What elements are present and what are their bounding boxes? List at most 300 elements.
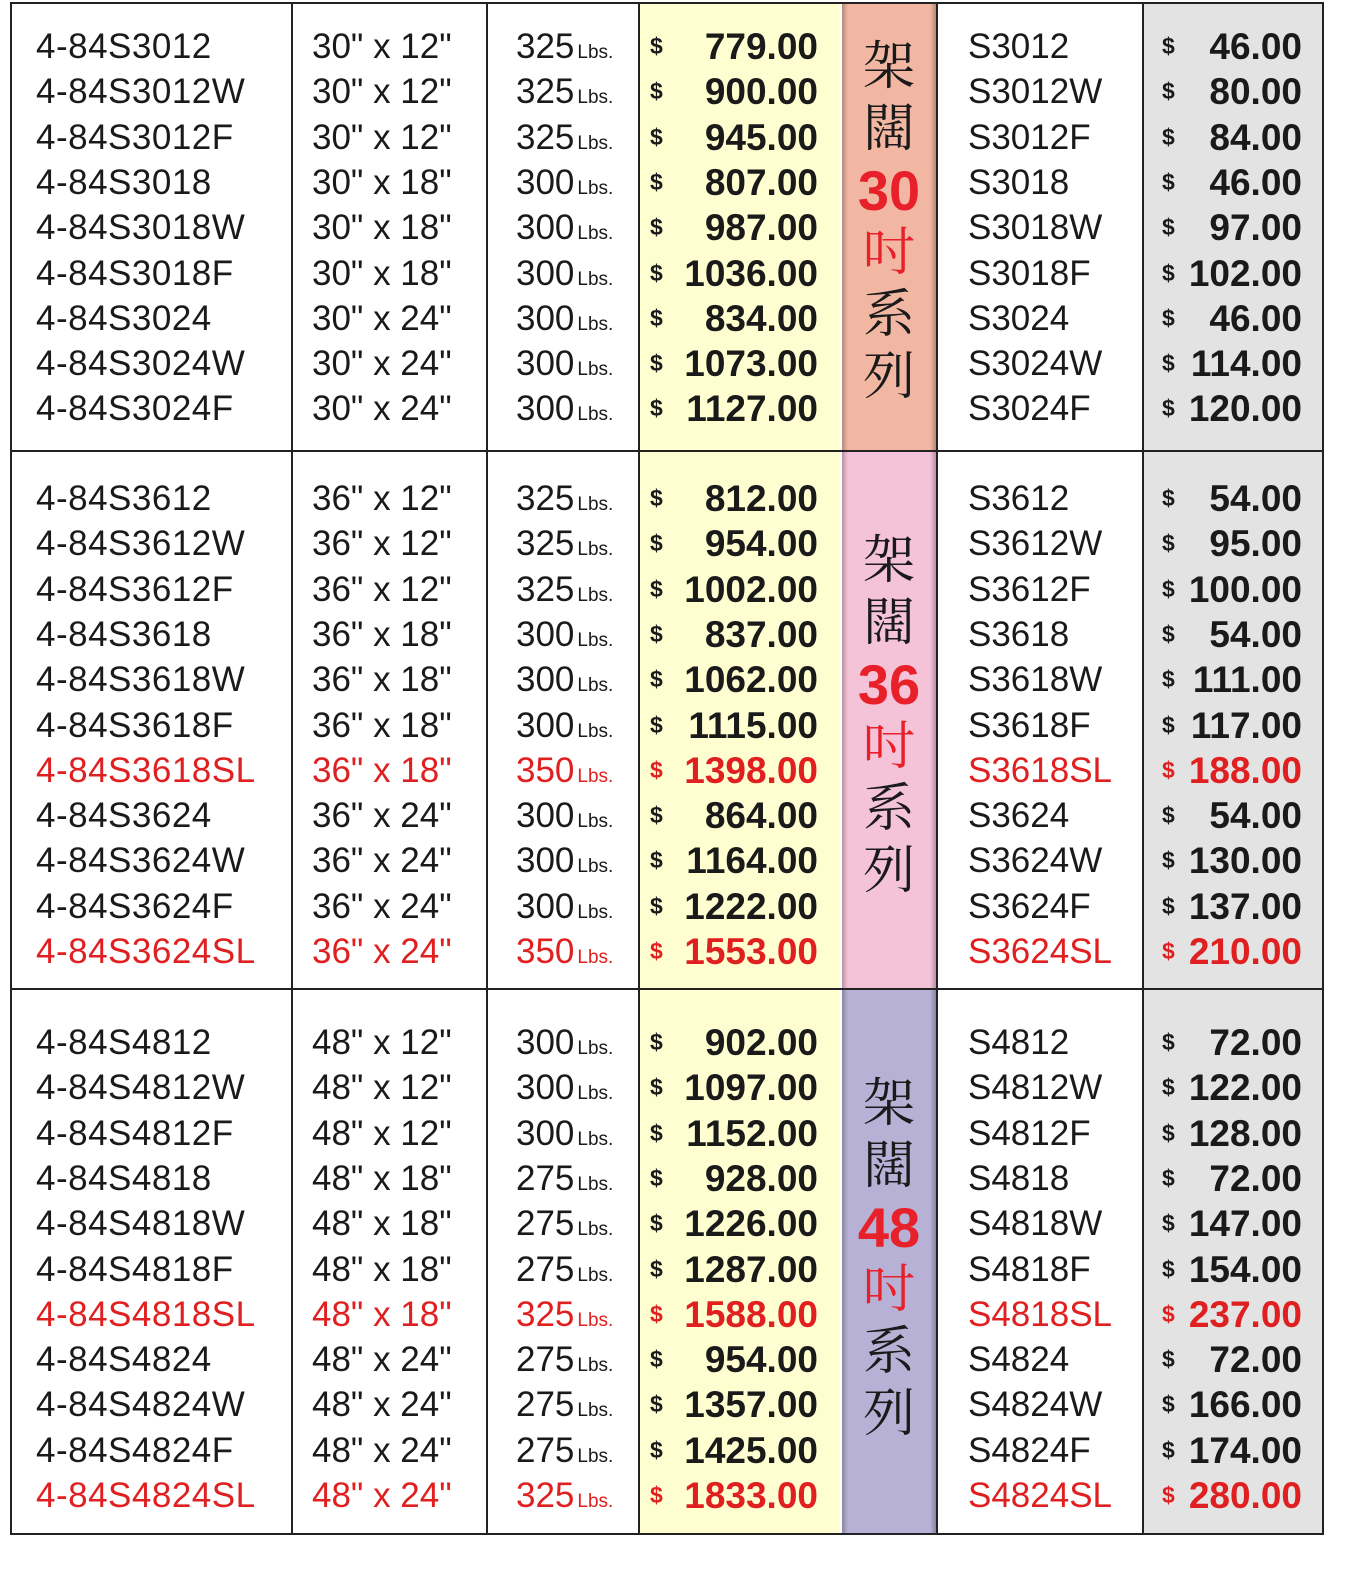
capacity-unit: Lbs. [577, 87, 614, 109]
model-number: 4-84S3024W [36, 344, 246, 384]
unit-price: 1164.00 [686, 840, 818, 882]
table-row [10, 929, 1324, 974]
table-row [10, 476, 1324, 521]
price-currency: $ [650, 530, 663, 557]
shelf-price: 54.00 [1209, 613, 1302, 655]
table-row [10, 612, 1324, 657]
capacity-value: 325 [516, 1476, 575, 1515]
series-label-unit: 吋 [862, 223, 915, 283]
series-label-line6: 列 [862, 841, 915, 901]
shelf-price: 280.00 [1188, 1475, 1302, 1516]
capacity-value: 325 [516, 1294, 575, 1334]
capacity-unit: Lbs. [577, 359, 614, 381]
capacity-unit: Lbs. [577, 1128, 614, 1150]
model-number: 4-84S3018W [36, 208, 246, 248]
capacity-value: 300 [516, 705, 575, 745]
unit-price: 928.00 [704, 1157, 818, 1199]
unit-price: 1002.00 [684, 568, 818, 610]
dimensions: 48" x 24" [312, 1340, 452, 1380]
table-row [10, 205, 1324, 250]
series-label-line1: 架 [862, 531, 915, 591]
shelf-model-number: S4812W [968, 1068, 1103, 1108]
shelf-price-currency: $ [1162, 530, 1175, 557]
series-label-line2: 闊 [862, 593, 915, 653]
price-currency: $ [650, 33, 663, 59]
shelf-price: 54.00 [1209, 478, 1302, 519]
table-row [10, 1382, 1324, 1427]
unit-price: 954.00 [704, 523, 818, 565]
price-currency: $ [650, 1300, 663, 1327]
capacity-unit: Lbs. [577, 765, 614, 787]
unit-price: 1062.00 [684, 659, 818, 701]
unit-price: 1097.00 [684, 1067, 818, 1109]
capacity-value: 300 [516, 841, 575, 881]
table-row [10, 69, 1324, 114]
load-capacity [516, 838, 613, 883]
shelf-model-number: S3012 [968, 27, 1070, 66]
unit-price: 987.00 [704, 207, 818, 249]
load-capacity [516, 1201, 613, 1246]
column-divider [936, 2, 938, 1535]
unit-price: 1152.00 [686, 1112, 818, 1154]
price-currency: $ [650, 304, 663, 331]
model-number: 4-84S3018F [36, 253, 234, 293]
shelf-model-number: S3618F [968, 705, 1091, 745]
table-row [10, 1247, 1324, 1292]
shelf-model-number: S4824 [968, 1340, 1070, 1380]
capacity-value: 300 [516, 660, 575, 700]
dimensions: 48" x 18" [312, 1204, 452, 1244]
table-row [10, 341, 1324, 386]
series-label-line6: 列 [862, 1383, 915, 1444]
shelf-model-number: S3618 [968, 614, 1070, 654]
table-row [10, 1473, 1324, 1518]
shelf-price-currency: $ [1162, 350, 1175, 377]
load-capacity [516, 748, 613, 793]
unit-price: 954.00 [704, 1339, 818, 1381]
series-label-line5: 系 [862, 285, 915, 345]
shelf-price-currency: $ [1162, 666, 1175, 693]
shelf-price: 72.00 [1209, 1339, 1302, 1381]
model-number: 4-84S4818 [36, 1158, 212, 1198]
price-currency: $ [650, 350, 663, 377]
price-currency: $ [650, 938, 663, 964]
shelf-model-number: S4818SL [968, 1294, 1113, 1334]
dimensions: 30" x 24" [312, 344, 452, 384]
model-number: 4-84S3624F [36, 886, 234, 926]
capacity-value: 325 [516, 72, 575, 112]
capacity-unit: Lbs. [577, 720, 614, 742]
shelf-price-currency: $ [1162, 485, 1175, 511]
dimensions: 30" x 12" [312, 72, 452, 112]
series-label-line6: 列 [862, 347, 915, 407]
table-row [10, 567, 1324, 612]
shelf-price-currency: $ [1162, 1482, 1175, 1508]
shelf-model-number: S4818 [968, 1158, 1070, 1198]
price-currency: $ [650, 1210, 663, 1237]
capacity-value: 275 [516, 1340, 575, 1380]
capacity-unit: Lbs. [577, 947, 614, 968]
unit-price: 902.00 [704, 1022, 818, 1063]
model-number: 4-84S4824 [36, 1340, 212, 1380]
shelf-price: 72.00 [1209, 1157, 1302, 1199]
model-number: 4-84S4824F [36, 1430, 234, 1470]
price-currency: $ [650, 395, 663, 422]
dimensions: 48" x 18" [312, 1294, 452, 1334]
capacity-value: 325 [516, 569, 575, 609]
price-currency: $ [650, 1346, 663, 1373]
shelf-price-currency: $ [1162, 1391, 1175, 1418]
table-row [10, 1156, 1324, 1201]
load-capacity [516, 160, 613, 205]
series-label-line1: 架 [862, 1073, 915, 1134]
shelf-price-currency: $ [1162, 259, 1175, 286]
capacity-unit: Lbs. [577, 539, 614, 561]
capacity-value: 300 [516, 389, 575, 429]
load-capacity [516, 703, 613, 748]
dimensions: 36" x 18" [312, 705, 452, 745]
capacity-value: 325 [516, 27, 575, 66]
column-divider [1322, 2, 1324, 1535]
model-number: 4-84S4812W [36, 1068, 246, 1108]
price-currency: $ [650, 123, 663, 150]
shelf-price: 97.00 [1209, 207, 1302, 249]
price-currency: $ [650, 802, 663, 829]
shelf-model-number: S4812 [968, 1023, 1070, 1062]
series-label-line5: 系 [862, 1321, 915, 1382]
shelf-price-currency: $ [1162, 938, 1175, 964]
dimensions: 30" x 24" [312, 389, 452, 429]
capacity-value: 350 [516, 750, 575, 790]
capacity-value: 325 [516, 524, 575, 564]
model-number: 4-84S3618SL [36, 750, 256, 790]
unit-price: 1222.00 [684, 885, 818, 927]
unit-price: 1398.00 [684, 749, 818, 791]
series-label-size: 48 [857, 1195, 921, 1259]
dimensions: 48" x 12" [312, 1113, 452, 1153]
model-number: 4-84S4818W [36, 1204, 246, 1244]
dimensions: 36" x 12" [312, 524, 452, 564]
capacity-unit: Lbs. [577, 223, 614, 245]
shelf-model-number: S4824F [968, 1430, 1091, 1470]
shelf-price-currency: $ [1162, 168, 1175, 195]
shelf-price-currency: $ [1162, 395, 1175, 422]
load-capacity [516, 205, 613, 250]
shelf-model-number: S3024W [968, 344, 1103, 384]
shelf-price: 117.00 [1190, 704, 1302, 746]
price-currency: $ [650, 78, 663, 105]
shelf-price-currency: $ [1162, 802, 1175, 829]
shelf-price: 147.00 [1188, 1203, 1302, 1245]
shelf-price: 122.00 [1188, 1067, 1302, 1109]
shelf-price-currency: $ [1162, 847, 1175, 874]
shelf-model-number: S3024F [968, 389, 1091, 429]
capacity-value: 300 [516, 253, 575, 293]
shelf-price: 120.00 [1188, 388, 1302, 430]
shelf-price: 137.00 [1188, 885, 1302, 927]
shelf-model-number: S3612W [968, 524, 1103, 564]
model-number: 4-84S3618 [36, 614, 212, 654]
unit-price: 834.00 [704, 297, 818, 339]
capacity-unit: Lbs. [577, 404, 614, 426]
shelf-price: 166.00 [1188, 1384, 1302, 1426]
dimensions: 48" x 18" [312, 1249, 452, 1289]
dimensions: 36" x 24" [312, 886, 452, 926]
dimensions: 48" x 12" [312, 1068, 452, 1108]
capacity-value: 325 [516, 479, 575, 518]
unit-price: 900.00 [704, 71, 818, 113]
shelf-price: 100.00 [1188, 568, 1302, 610]
dimensions: 48" x 24" [312, 1476, 452, 1515]
series-label-size: 36 [857, 653, 921, 716]
model-number: 4-84S3024F [36, 389, 234, 429]
model-number: 4-84S4818F [36, 1249, 234, 1289]
shelf-price-currency: $ [1162, 1255, 1175, 1282]
model-number: 4-84S3612W [36, 524, 246, 564]
unit-price: 1036.00 [684, 252, 818, 294]
model-number: 4-84S3018 [36, 162, 212, 202]
shelf-price-currency: $ [1162, 620, 1175, 647]
unit-price: 779.00 [704, 26, 818, 67]
shelf-model-number: S3018W [968, 208, 1103, 248]
load-capacity [516, 476, 613, 521]
capacity-unit: Lbs. [577, 584, 614, 606]
unit-price: 1226.00 [684, 1203, 818, 1245]
shelf-price-currency: $ [1162, 756, 1175, 783]
shelf-model-number: S4812F [968, 1113, 1091, 1153]
load-capacity [516, 1382, 613, 1427]
capacity-unit: Lbs. [577, 1083, 614, 1105]
capacity-unit: Lbs. [577, 811, 614, 833]
shelf-price: 54.00 [1209, 795, 1302, 837]
load-capacity [516, 1020, 613, 1065]
capacity-value: 300 [516, 1068, 575, 1108]
shelf-price-currency: $ [1162, 1436, 1175, 1463]
dimensions: 48" x 24" [312, 1385, 452, 1425]
dimensions: 30" x 12" [312, 117, 452, 157]
price-currency: $ [650, 259, 663, 286]
shelf-price: 46.00 [1209, 26, 1302, 67]
capacity-unit: Lbs. [577, 1309, 614, 1331]
load-capacity [516, 1473, 613, 1518]
load-capacity [516, 1156, 613, 1201]
column-divider [10, 2, 12, 1535]
shelf-price-currency: $ [1162, 1074, 1175, 1101]
dimensions: 30" x 18" [312, 162, 452, 202]
table-row [10, 793, 1324, 838]
shelf-model-number: S3624F [968, 886, 1091, 926]
shelf-model-number: S4824W [968, 1385, 1103, 1425]
shelf-model-number: S3618SL [968, 750, 1113, 790]
capacity-unit: Lbs. [577, 177, 614, 199]
unit-price: 1425.00 [684, 1429, 818, 1471]
capacity-unit: Lbs. [577, 675, 614, 697]
load-capacity [516, 929, 613, 974]
unit-price: 1588.00 [684, 1293, 818, 1335]
dimensions: 36" x 18" [312, 750, 452, 790]
shelf-model-number: S3618W [968, 660, 1103, 700]
capacity-unit: Lbs. [577, 1219, 614, 1241]
table-row [10, 1337, 1324, 1382]
load-capacity [516, 567, 613, 612]
column-divider [1142, 2, 1144, 1535]
capacity-unit: Lbs. [577, 901, 614, 923]
table-row [10, 296, 1324, 341]
column-divider [486, 2, 488, 1535]
table-row [10, 115, 1324, 160]
load-capacity [516, 341, 613, 386]
shelf-price: 210.00 [1188, 931, 1302, 972]
shelf-model-number: S3612F [968, 569, 1091, 609]
load-capacity [516, 884, 613, 929]
load-capacity [516, 24, 613, 69]
shelf-price-currency: $ [1162, 123, 1175, 150]
model-number: 4-84S3012F [36, 117, 234, 157]
shelf-price-currency: $ [1162, 1119, 1175, 1146]
capacity-value: 275 [516, 1430, 575, 1470]
dimensions: 36" x 12" [312, 569, 452, 609]
shelf-price: 237.00 [1188, 1293, 1302, 1335]
shelf-price: 111.00 [1192, 659, 1302, 701]
load-capacity [516, 1337, 613, 1382]
dimensions: 30" x 12" [312, 27, 452, 66]
price-currency: $ [650, 1255, 663, 1282]
shelf-model-number: S4824SL [968, 1476, 1113, 1515]
price-table [10, 2, 1324, 1535]
model-number: 4-84S3618W [36, 660, 246, 700]
shelf-model-number: S3024 [968, 298, 1070, 338]
shelf-model-number: S3012F [968, 117, 1091, 157]
shelf-price: 72.00 [1209, 1022, 1302, 1063]
table-row [10, 1428, 1324, 1473]
shelf-price-currency: $ [1162, 1164, 1175, 1191]
price-currency: $ [650, 214, 663, 241]
row-divider [10, 1533, 1324, 1535]
shelf-model-number: S4818W [968, 1204, 1103, 1244]
model-number: 4-84S3012 [36, 27, 212, 66]
shelf-price: 114.00 [1190, 343, 1302, 385]
price-currency: $ [650, 1164, 663, 1191]
capacity-unit: Lbs. [577, 132, 614, 154]
model-number: 4-84S4812 [36, 1023, 212, 1062]
shelf-price: 130.00 [1188, 840, 1302, 882]
shelf-model-number: S3624SL [968, 932, 1113, 971]
capacity-value: 275 [516, 1204, 575, 1244]
capacity-value: 350 [516, 932, 575, 971]
model-number: 4-84S4824W [36, 1385, 246, 1425]
model-number: 4-84S4818SL [36, 1294, 256, 1334]
capacity-value: 275 [516, 1249, 575, 1289]
unit-price: 837.00 [704, 613, 818, 655]
unit-price: 1357.00 [684, 1384, 818, 1426]
load-capacity [516, 251, 613, 296]
price-currency: $ [650, 892, 663, 919]
load-capacity [516, 1247, 613, 1292]
table-row [10, 1201, 1324, 1246]
price-currency: $ [650, 756, 663, 783]
shelf-model-number: S3612 [968, 479, 1070, 518]
shelf-price: 154.00 [1188, 1248, 1302, 1290]
price-currency: $ [650, 1029, 663, 1055]
price-currency: $ [650, 711, 663, 738]
dimensions: 36" x 12" [312, 479, 452, 518]
unit-price: 1073.00 [684, 343, 818, 385]
capacity-value: 325 [516, 117, 575, 157]
unit-price: 807.00 [704, 161, 818, 203]
capacity-unit: Lbs. [577, 1173, 614, 1195]
shelf-price-currency: $ [1162, 575, 1175, 602]
price-currency: $ [650, 1436, 663, 1463]
series-label-unit: 吋 [862, 1259, 915, 1320]
table-row [10, 748, 1324, 793]
price-currency: $ [650, 1119, 663, 1146]
unit-price: 1127.00 [686, 388, 818, 430]
table-row [10, 521, 1324, 566]
dimensions: 48" x 24" [312, 1430, 452, 1470]
dimensions: 36" x 24" [312, 932, 452, 971]
load-capacity [516, 115, 613, 160]
shelf-price: 188.00 [1188, 749, 1302, 791]
row-divider [10, 450, 1324, 452]
price-currency: $ [650, 1391, 663, 1418]
model-number: 4-84S3624W [36, 841, 246, 881]
capacity-value: 300 [516, 1023, 575, 1062]
shelf-model-number: S3018 [968, 162, 1070, 202]
shelf-model-number: S3012W [968, 72, 1103, 112]
shelf-model-number: S3624 [968, 796, 1070, 836]
shelf-price-currency: $ [1162, 33, 1175, 59]
load-capacity [516, 1292, 613, 1337]
model-number: 4-84S3612 [36, 479, 212, 518]
capacity-value: 300 [516, 344, 575, 384]
load-capacity [516, 296, 613, 341]
shelf-model-number: S3018F [968, 253, 1091, 293]
capacity-value: 300 [516, 208, 575, 248]
shelf-price: 95.00 [1209, 523, 1302, 565]
price-currency: $ [650, 666, 663, 693]
unit-price: 945.00 [704, 116, 818, 158]
table-row [10, 838, 1324, 883]
load-capacity [516, 521, 613, 566]
price-currency: $ [650, 575, 663, 602]
capacity-unit: Lbs. [577, 42, 614, 63]
price-currency: $ [650, 168, 663, 195]
capacity-unit: Lbs. [577, 268, 614, 290]
table-row [10, 251, 1324, 296]
load-capacity [516, 69, 613, 114]
shelf-price-currency: $ [1162, 1210, 1175, 1237]
unit-price: 1287.00 [684, 1248, 818, 1290]
column-divider [291, 2, 293, 1535]
table-row [10, 24, 1324, 69]
load-capacity [516, 657, 613, 702]
price-currency: $ [650, 620, 663, 647]
model-number: 4-84S3618F [36, 705, 234, 745]
capacity-unit: Lbs. [577, 313, 614, 335]
dimensions: 36" x 24" [312, 841, 452, 881]
series-label-line2: 闊 [862, 99, 915, 159]
dimensions: 36" x 18" [312, 660, 452, 700]
capacity-value: 300 [516, 886, 575, 926]
shelf-price-currency: $ [1162, 78, 1175, 105]
price-currency: $ [650, 1482, 663, 1508]
load-capacity [516, 1428, 613, 1473]
model-number: 4-84S3012W [36, 72, 246, 112]
dimensions: 30" x 18" [312, 208, 452, 248]
shelf-price-currency: $ [1162, 1300, 1175, 1327]
shelf-price: 102.00 [1188, 252, 1302, 294]
shelf-price: 128.00 [1188, 1112, 1302, 1154]
